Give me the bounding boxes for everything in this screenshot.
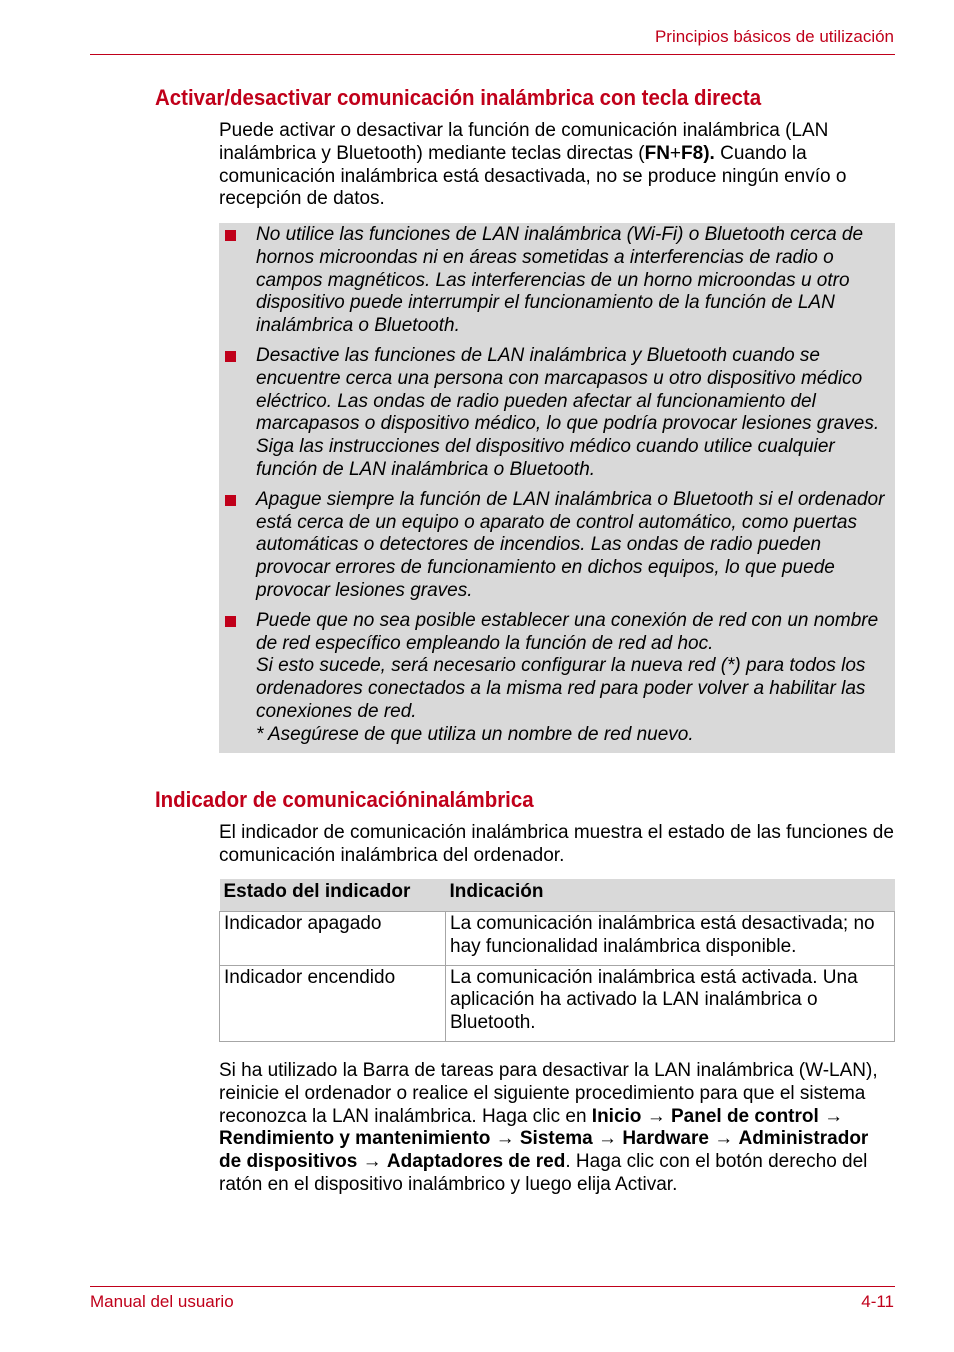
note-footnote: * Asegúrese de que utiliza un nombre de red nuevo.: [256, 723, 694, 745]
footer-manual-title: Manual del usuario: [90, 1292, 234, 1311]
note-item: [219, 345, 895, 482]
footer-rule: [90, 1286, 895, 1287]
key-plus: +: [669, 142, 682, 164]
table-header-row: [220, 879, 895, 912]
note-text: Puede que no sea posible establecer una conexión de red con un nombre de red específico empleando la función de red ad hoc.: [256, 609, 879, 654]
arrow-right-icon: →: [598, 1128, 618, 1150]
arrow-right-icon: →: [824, 1105, 844, 1127]
menu-path-device-manager: Administrador de dispositivos: [219, 1128, 869, 1173]
square-bullet-icon: [225, 351, 236, 362]
note-item: [219, 224, 895, 338]
section-heading-indicator: Indicador de comunicacióninalámbrica: [155, 787, 534, 812]
procedure-text: Si ha utilizado la Barra de tareas para desactivar la LAN inalámbrica (W-LAN), reinicie el ordenador o realice el siguiente procedimiento para que el sistema reconozca la LAN inalámbrica. Haga clic en: [219, 1060, 878, 1127]
table-cell: La comunicación inalámbrica está desactivada; no hay funcionalidad inalámbrica disponible.: [446, 912, 895, 966]
intro-text-after: Cuando la comunicación inalámbrica está desactivada, no se produce ningún envío o recepción de datos.: [219, 142, 847, 210]
header-rule: [90, 54, 895, 55]
table-row: [220, 912, 895, 966]
key-f8: F8).: [681, 142, 715, 164]
menu-path-network-adapters: Adaptadores de red: [386, 1151, 566, 1173]
page-number: 4-11: [861, 1292, 894, 1311]
note-text: No utilice las funciones de LAN inalámbrica (Wi-Fi) o Bluetooth cerca de hornos microondas ni en áreas sometidas a interferencias de radio o campos magnéticos. Las interferencias de un horno microondas u otro dispositivo puede interrumpir el funcionamiento de la función de LAN inalámbrica o Bluetooth.: [256, 224, 864, 337]
menu-path-hardware: Hardware: [622, 1128, 709, 1150]
section-heading-hotkey: Activar/desactivar comunicación inalámbrica con tecla directa: [155, 85, 762, 110]
note-text: Desactive las funciones de LAN inalámbrica y Bluetooth cuando se encuentre cerca una persona con marcapasos u otro dispositivo médico eléctrico. Las ondas de radio pueden afectar al funcionamiento del marcapasos o dispositivo médico, lo que podría provocar lesiones graves. Siga las instrucciones del dispositivo médico cuando utilice cualquier función de LAN inalámbrica o Bluetooth.: [256, 344, 880, 480]
note-item: [219, 610, 895, 747]
intro-text-before: Puede activar o desactivar la función de comunicación inalámbrica (LAN inalámbrica y Bluetooth) mediante teclas directas (: [219, 120, 829, 164]
table-cell: Indicador encendido: [220, 965, 446, 1041]
warning-notes-box: [219, 223, 895, 753]
menu-path-start: Inicio: [591, 1105, 642, 1127]
indicator-status-table: [219, 879, 895, 1042]
note-item: [219, 489, 895, 603]
indicator-intro-paragraph: El indicador de comunicación inalámbrica muestra el estado de las funciones de comunicación inalámbrica del ordenador.: [219, 822, 894, 866]
menu-path-performance: Rendimiento y mantenimiento: [219, 1128, 491, 1150]
square-bullet-icon: [225, 495, 236, 506]
procedure-text-end: . Haga clic con el botón derecho del ratón en el dispositivo inalámbrico y luego elija Activar.: [219, 1151, 868, 1195]
column-header-state: Estado del indicador: [220, 879, 446, 912]
table-cell: La comunicación inalámbrica está activada. Una aplicación ha activado la LAN inalámbrica o Bluetooth.: [446, 965, 895, 1041]
running-header: Principios básicos de utilización: [654, 27, 894, 46]
arrow-right-icon: →: [714, 1128, 734, 1150]
square-bullet-icon: [225, 616, 236, 627]
table-cell: Indicador apagado: [220, 912, 446, 966]
column-header-indication: Indicación: [446, 879, 895, 912]
menu-path-system: Sistema: [519, 1128, 593, 1150]
square-bullet-icon: [225, 230, 236, 241]
hotkey-intro-paragraph: [219, 120, 895, 211]
note-text: Si esto sucede, será necesario configurar la nueva red (*) para todos los ordenadores conectados a la misma red para poder volver a habilitar las conexiones de red.: [256, 655, 866, 722]
table-row: [220, 965, 895, 1041]
menu-path-control-panel: Panel de control: [670, 1105, 819, 1127]
key-fn: FN: [644, 142, 670, 164]
note-text: Apague siempre la función de LAN inalámbrica o Bluetooth si el ordenador está cerca de un equipo o aparato de control automático, como puertas automáticas o detectores de incendios. Las ondas de radio pueden provocar errores de funcionamiento en dichos equipos, lo que puede provocar lesiones graves.: [256, 488, 885, 601]
arrow-right-icon: →: [362, 1151, 382, 1173]
arrow-right-icon: →: [646, 1105, 666, 1127]
arrow-right-icon: →: [495, 1128, 515, 1150]
reenable-procedure-paragraph: [219, 1060, 895, 1197]
